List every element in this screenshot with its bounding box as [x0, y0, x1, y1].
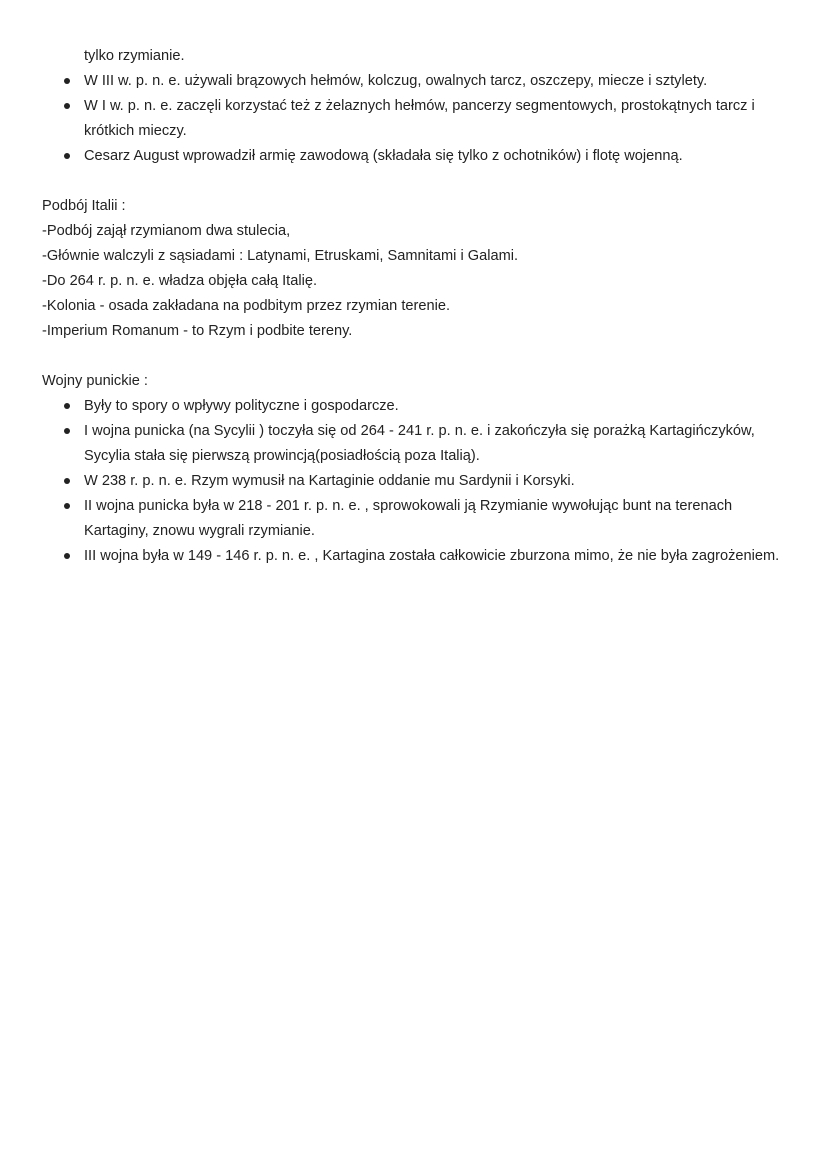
italy-line: -Podbój zajął rzymianom dwa stulecia, [42, 223, 291, 239]
document-body [42, 44, 782, 569]
list-item-continuation: tylko rzymianie. [84, 48, 185, 64]
list-item: III wojna była w 149 - 146 r. p. n. e. , Kartagina została całkowicie zburzona mimo, że nie była zagrożeniem. [42, 544, 782, 569]
punic-wars-section [42, 369, 782, 569]
italy-line: -Kolonia - osada zakładana na podbitym przez rzymian terenie. [42, 298, 451, 314]
italy-line: -Głównie walczyli z sąsiadami : Latynami, Etruskami, Samnitami i Galami. [42, 248, 519, 264]
list-item: W III w. p. n. e. używali brązowych hełmów, kolczug, owalnych tarcz, oszczepy, miecze i sztylety. [42, 69, 782, 94]
list-item: II wojna punicka była w 218 - 201 r. p. n. e. , sprowokowali ją Rzymianie wywołując bunt na terenach Kartaginy, znowu wygrali rzymianie. [42, 494, 782, 544]
list-item: Cesarz August wprowadził armię zawodową (składała się tylko z ochotników) i flotę wojenną. [42, 144, 782, 169]
army-bullet-list [42, 69, 782, 169]
punic-wars-heading: Wojny punickie : [42, 373, 148, 389]
italy-line: -Imperium Romanum - to Rzym i podbite tereny. [42, 323, 353, 339]
list-item: W I w. p. n. e. zaczęli korzystać też z żelaznych hełmów, pancerzy segmentowych, prostokątnych tarcz i krótkich mieczy. [42, 94, 782, 144]
italy-line: -Do 264 r. p. n. e. władza objęła całą Italię. [42, 273, 318, 289]
list-item: I wojna punicka (na Sycylii ) toczyła się od 264 - 241 r. p. n. e. i zakończyła się porażką Kartagińczyków, Sycylia stała się pierwszą prowincją(posiadłością poza Italią). [42, 419, 782, 469]
italy-section [42, 194, 782, 344]
italy-heading: Podbój Italii : [42, 198, 126, 214]
list-item: W 238 r. p. n. e. Rzym wymusił na Kartaginie oddanie mu Sardynii i Korsyki. [42, 469, 782, 494]
list-item: Były to spory o wpływy polityczne i gospodarcze. [42, 394, 782, 419]
punic-wars-bullet-list [42, 394, 782, 569]
